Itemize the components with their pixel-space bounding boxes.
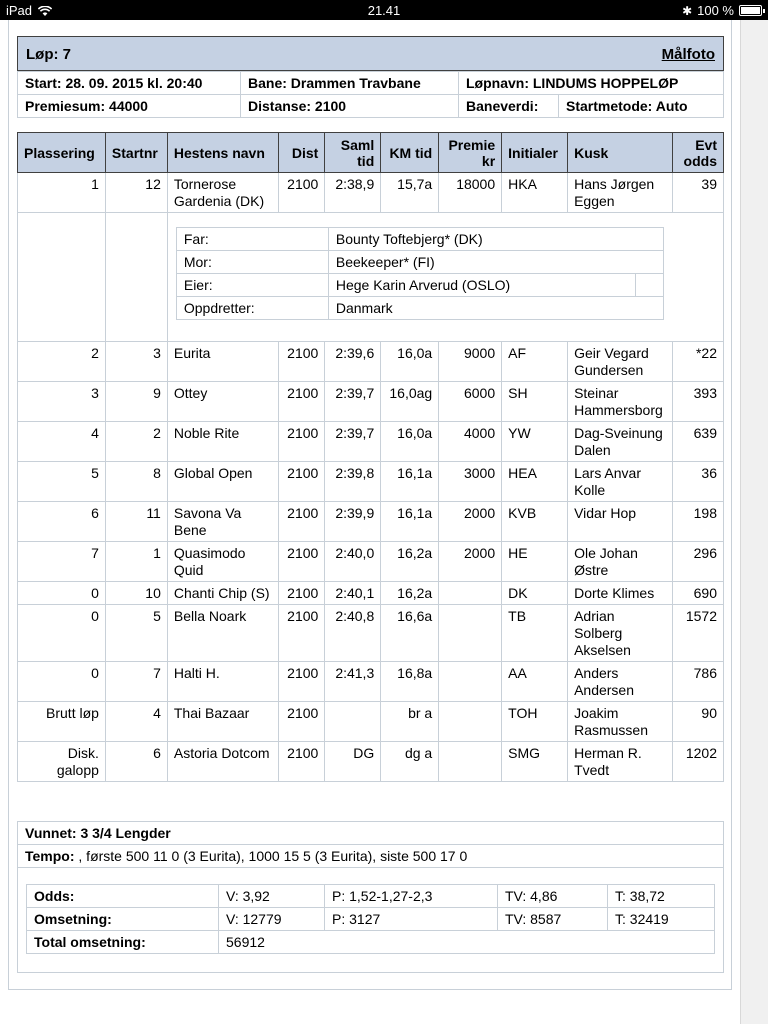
odds-cell: 639	[673, 422, 724, 462]
odds-cell: 296	[673, 542, 724, 582]
prize-cell	[439, 605, 502, 662]
horse-name-cell[interactable]: Chanti Chip (S)	[167, 582, 279, 605]
driver-cell: Herman R. Tvedt	[568, 742, 673, 782]
race-distance: Distanse: 2100	[241, 95, 459, 118]
winner-details-cell	[167, 213, 723, 342]
horse-name-cell[interactable]: Quasimodo Quid	[167, 542, 279, 582]
initials-cell: SH	[502, 382, 568, 422]
prize-cell: 9000	[439, 342, 502, 382]
table-row[interactable]	[18, 662, 724, 702]
turnover-t: T: 32419	[608, 908, 715, 931]
place-cell: 6	[18, 502, 106, 542]
place-cell: 0	[18, 662, 106, 702]
driver-cell: Dorte Klimes	[568, 582, 673, 605]
driver-cell: Vidar Hop	[568, 502, 673, 542]
table-row[interactable]	[18, 542, 724, 582]
prize-cell: 18000	[439, 173, 502, 213]
km-time-cell: 15,7a	[381, 173, 439, 213]
initials-cell: HEA	[502, 462, 568, 502]
initials-cell: SMG	[502, 742, 568, 782]
odds-t: T: 38,72	[608, 885, 715, 908]
col-startnr: Startnr	[105, 133, 167, 173]
place-cell: 1	[18, 173, 106, 213]
won-by: Vunnet: 3 3/4 Lengder	[18, 822, 724, 845]
col-odds-line1: Evt	[695, 136, 717, 153]
odds-v: V: 3,92	[219, 885, 325, 908]
odds-cell: 198	[673, 502, 724, 542]
horse-name-cell[interactable]: Ottey	[167, 382, 279, 422]
prize-cell	[439, 702, 502, 742]
horse-name-cell[interactable]: Eurita	[167, 342, 279, 382]
dam-label: Mor:	[176, 251, 328, 274]
place-cell: 2	[18, 342, 106, 382]
odds-p: P: 1,52-1,27-2,3	[325, 885, 498, 908]
owner-value: Hege Karin Arverud (OSLO)	[328, 274, 635, 297]
time-cell: DG	[325, 742, 381, 782]
km-time-cell: 16,0a	[381, 342, 439, 382]
table-row[interactable]	[18, 605, 724, 662]
place-cell: Brutt løp	[18, 702, 106, 742]
owner-label: Eier:	[176, 274, 328, 297]
driver-cell: Dag-Sveinung Dalen	[568, 422, 673, 462]
sire-value: Bounty Toftebjerg* (DK)	[328, 228, 663, 251]
col-prize	[439, 133, 502, 173]
start-method: Startmetode: Auto	[559, 95, 724, 118]
empty-cell	[105, 213, 167, 342]
initials-cell: KVB	[502, 502, 568, 542]
time-cell: 2:41,3	[325, 662, 381, 702]
odds-table	[26, 884, 715, 954]
turnover-p: P: 3127	[325, 908, 498, 931]
initials-cell: YW	[502, 422, 568, 462]
turnover-v: V: 12779	[219, 908, 325, 931]
tempo-label: Tempo:	[25, 848, 75, 864]
dist-cell: 2100	[279, 173, 325, 213]
prize-cell: 3000	[439, 462, 502, 502]
time-cell: 2:40,8	[325, 605, 381, 662]
km-time-cell: dg a	[381, 742, 439, 782]
place-cell: 4	[18, 422, 106, 462]
device-name: iPad	[6, 3, 33, 18]
place-cell: 7	[18, 542, 106, 582]
driver-cell: Joakim Rasmussen	[568, 702, 673, 742]
odds-tv: TV: 4,86	[498, 885, 608, 908]
clock: 21.41	[367, 3, 401, 18]
time-cell: 2:38,9	[325, 173, 381, 213]
time-cell: 2:40,1	[325, 582, 381, 605]
km-time-cell: br a	[381, 702, 439, 742]
odds-cell: 690	[673, 582, 724, 605]
km-time-cell: 16,2a	[381, 582, 439, 605]
breeder-label: Oppdretter:	[176, 297, 328, 320]
sire-label: Far:	[176, 228, 328, 251]
race-start: Start: 28. 09. 2015 kl. 20:40	[18, 72, 241, 95]
scrollbar-edge	[740, 20, 741, 1024]
initials-cell: AA	[502, 662, 568, 702]
horse-name-cell[interactable]: Global Open	[167, 462, 279, 502]
dist-cell: 2100	[279, 702, 325, 742]
km-time-cell: 16,2a	[381, 542, 439, 582]
horse-name-cell[interactable]: Savona Va Bene	[167, 502, 279, 542]
driver-cell: Hans Jørgen Eggen	[568, 173, 673, 213]
horse-name-cell[interactable]: Noble Rite	[167, 422, 279, 462]
horse-name-cell[interactable]: Astoria Dotcom	[167, 742, 279, 782]
place-cell: Disk. galopp	[18, 742, 106, 782]
race-track: Bane: Drammen Travbane	[241, 72, 459, 95]
prize-cell: 6000	[439, 382, 502, 422]
table-row[interactable]	[18, 702, 724, 742]
driver-cell: Ole Johan Østre	[568, 542, 673, 582]
startnr-cell: 10	[105, 582, 167, 605]
prize-cell	[439, 742, 502, 782]
dist-cell: 2100	[279, 502, 325, 542]
driver-cell: Steinar Hammersborg	[568, 382, 673, 422]
table-row[interactable]	[18, 382, 724, 422]
col-horse: Hestens navn	[167, 133, 279, 173]
col-odds	[673, 133, 724, 173]
odds-label: Odds:	[27, 885, 219, 908]
initials-cell: HE	[502, 542, 568, 582]
odds-cell: 1202	[673, 742, 724, 782]
startnr-cell: 8	[105, 462, 167, 502]
results-table	[17, 132, 724, 782]
driver-cell: Lars Anvar Kolle	[568, 462, 673, 502]
initials-cell: DK	[502, 582, 568, 605]
time-cell	[325, 702, 381, 742]
startnr-cell: 11	[105, 502, 167, 542]
startnr-cell: 6	[105, 742, 167, 782]
startnr-cell: 3	[105, 342, 167, 382]
startnr-cell: 2	[105, 422, 167, 462]
startnr-cell: 1	[105, 542, 167, 582]
prize-cell	[439, 582, 502, 605]
dist-cell: 2100	[279, 462, 325, 502]
total-turnover-value: 56912	[219, 931, 715, 954]
track-value: Baneverdi:	[459, 95, 559, 118]
time-cell: 2:39,9	[325, 502, 381, 542]
table-row[interactable]	[18, 462, 724, 502]
startnr-cell: 7	[105, 662, 167, 702]
table-row[interactable]	[18, 502, 724, 542]
table-row[interactable]	[18, 422, 724, 462]
km-time-cell: 16,0a	[381, 422, 439, 462]
dam-value: Beekeeper* (FI)	[328, 251, 663, 274]
col-km-time: KM tid	[381, 133, 439, 173]
dist-cell: 2100	[279, 542, 325, 582]
initials-cell: AF	[502, 342, 568, 382]
table-row[interactable]	[18, 742, 724, 782]
initials-cell: HKA	[502, 173, 568, 213]
winner-details-table	[176, 227, 664, 320]
prize-cell: 2000	[439, 542, 502, 582]
col-time-line1: Saml	[340, 136, 375, 153]
km-time-cell: 16,6a	[381, 605, 439, 662]
col-initials: Initialer	[502, 133, 568, 173]
prize-cell: 2000	[439, 502, 502, 542]
place-cell: 5	[18, 462, 106, 502]
col-prize-line1: Premie	[448, 136, 496, 153]
table-row[interactable]	[18, 582, 724, 605]
col-dist: Dist	[279, 133, 325, 173]
time-cell: 2:39,8	[325, 462, 381, 502]
odds-cell: 786	[673, 662, 724, 702]
odds-cell: 36	[673, 462, 724, 502]
place-cell: 3	[18, 382, 106, 422]
turnover-tv: TV: 8587	[498, 908, 608, 931]
race-info-table	[17, 71, 724, 118]
empty-cell	[18, 213, 106, 342]
table-row[interactable]	[18, 173, 724, 213]
col-driver: Kusk	[568, 133, 673, 173]
results-header-row	[18, 133, 724, 173]
horse-name-cell[interactable]: Halti H.	[167, 662, 279, 702]
dist-cell: 2100	[279, 605, 325, 662]
race-name: Løpnavn: LINDUMS HOPPELØP	[459, 72, 724, 95]
driver-cell: Anders Andersen	[568, 662, 673, 702]
startnr-cell: 4	[105, 702, 167, 742]
total-turnover-label: Total omsetning:	[27, 931, 219, 954]
km-time-cell: 16,8a	[381, 662, 439, 702]
tempo-text: , første 500 11 0 (3 Eurita), 1000 15 5 (3 Eurita), siste 500 17 0	[74, 848, 468, 864]
prize-sum: Premiesum: 44000	[18, 95, 241, 118]
dist-cell: 2100	[279, 582, 325, 605]
turnover-label: Omsetning:	[27, 908, 219, 931]
dist-cell: 2100	[279, 382, 325, 422]
summary-table	[17, 821, 724, 868]
time-cell: 2:39,7	[325, 382, 381, 422]
col-time	[325, 133, 381, 173]
dist-cell: 2100	[279, 662, 325, 702]
driver-cell: Geir Vegard Gundersen	[568, 342, 673, 382]
status-bar	[0, 0, 768, 20]
km-time-cell: 16,1a	[381, 502, 439, 542]
time-cell: 2:40,0	[325, 542, 381, 582]
winner-details-row	[18, 213, 724, 342]
race-title: Løp: 7	[26, 46, 71, 63]
scrollbar[interactable]	[740, 20, 768, 1024]
time-cell: 2:39,6	[325, 342, 381, 382]
col-prize-line2: kr	[481, 152, 496, 169]
dist-cell: 2100	[279, 742, 325, 782]
owner-extra-cell	[635, 274, 663, 297]
col-place: Plassering	[18, 133, 106, 173]
time-cell: 2:39,7	[325, 422, 381, 462]
horse-name-cell[interactable]: Tornerose Gardenia (DK)	[167, 173, 279, 213]
col-odds-line2: odds	[683, 152, 717, 169]
odds-cell: 393	[673, 382, 724, 422]
initials-cell: TOH	[502, 702, 568, 742]
odds-cell: *22	[673, 342, 724, 382]
odds-cell: 90	[673, 702, 724, 742]
km-time-cell: 16,0ag	[381, 382, 439, 422]
horse-name-cell[interactable]: Thai Bazaar	[167, 702, 279, 742]
race-header	[17, 36, 724, 71]
place-cell: 0	[18, 582, 106, 605]
startnr-cell: 9	[105, 382, 167, 422]
horse-name-cell[interactable]: Bella Noark	[167, 605, 279, 662]
table-row[interactable]	[18, 342, 724, 382]
initials-cell: TB	[502, 605, 568, 662]
dist-cell: 2100	[279, 422, 325, 462]
col-time-line2: tid	[357, 152, 375, 169]
odds-cell: 39	[673, 173, 724, 213]
breeder-value: Danmark	[328, 297, 663, 320]
battery-percent: 100 %	[697, 3, 734, 18]
startnr-cell: 12	[105, 173, 167, 213]
driver-cell: Adrian Solberg Akselsen	[568, 605, 673, 662]
battery-icon	[739, 5, 762, 16]
odds-cell: 1572	[673, 605, 724, 662]
prize-cell: 4000	[439, 422, 502, 462]
place-cell: 0	[18, 605, 106, 662]
km-time-cell: 16,1a	[381, 462, 439, 502]
startnr-cell: 5	[105, 605, 167, 662]
prize-cell	[439, 662, 502, 702]
tempo-row	[18, 845, 724, 868]
photo-finish-link[interactable]: Målfoto	[661, 46, 715, 63]
bluetooth-icon: ✱	[682, 3, 693, 18]
dist-cell: 2100	[279, 342, 325, 382]
